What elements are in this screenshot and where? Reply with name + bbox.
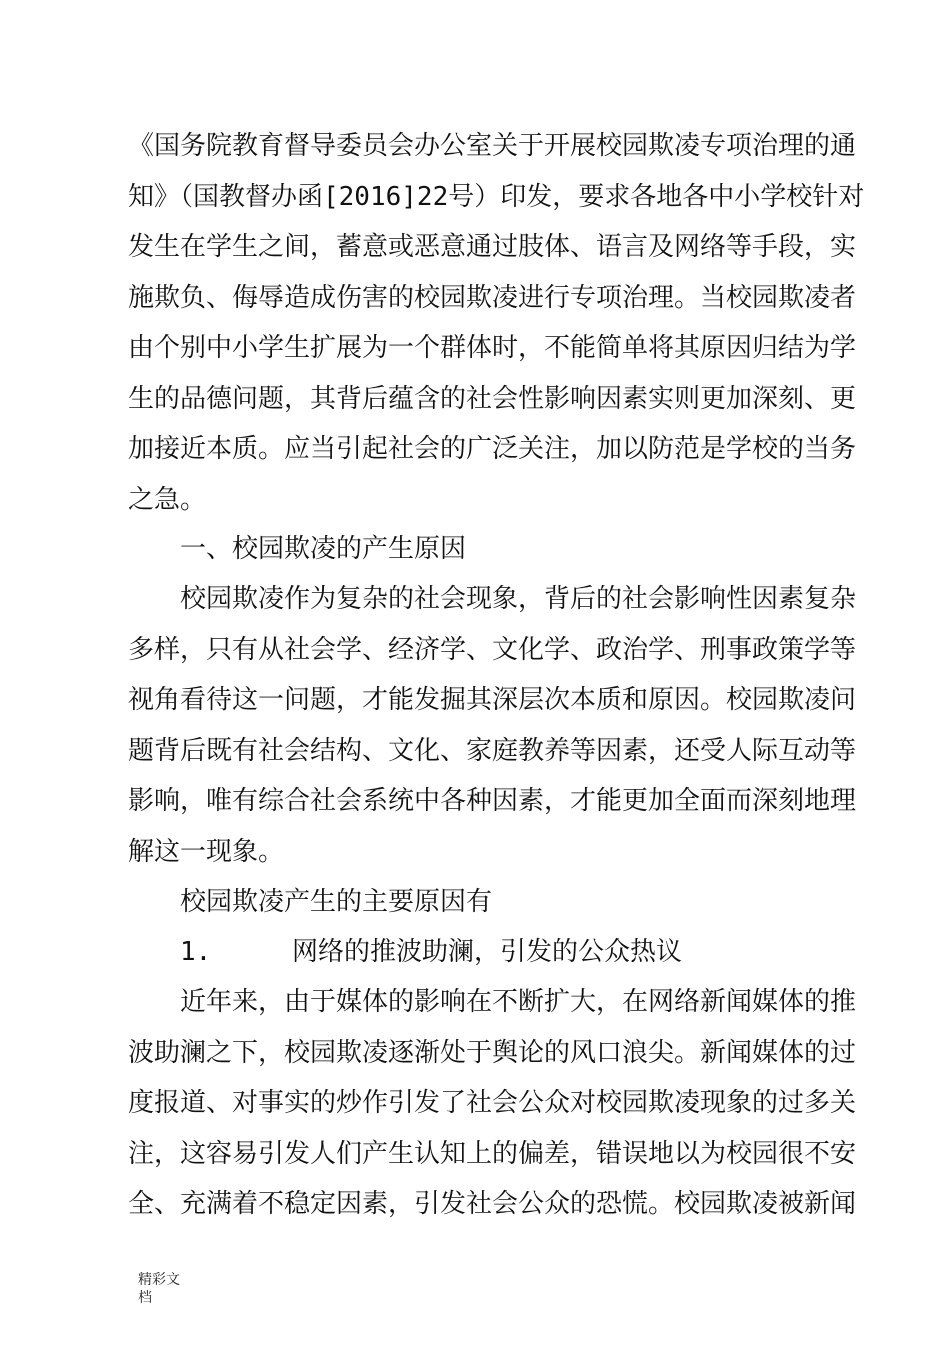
- text-line: 校园欺凌作为复杂的社会现象，背后的社会影响性因素复杂: [180, 584, 857, 614]
- footer-line: 档: [138, 1290, 152, 1306]
- text-line: 生的品德问题，其背后蕴含的社会性影响因素实则更加深刻、更: [128, 383, 857, 414]
- text-line: 加接近本质。应当引起社会的广泛关注，加以防范是学校的当务: [128, 434, 857, 464]
- footer-watermark: [138, 1271, 198, 1307]
- list-number: 1.: [180, 937, 212, 967]
- text-line: 《国务院教育督导委员会办公室关于开展校园欺凌专项治理的通: [128, 131, 857, 161]
- section2-paragraph: [128, 977, 873, 1230]
- text-line: 由个别中小学生扩展为一个群体时，不能简单将其原因归结为学: [128, 333, 857, 363]
- text-line: 视角看待这一问题，才能发掘其深层次本质和原因。校园欺凌问: [128, 685, 857, 715]
- text-line: 全、充满着不稳定因素，引发社会公众的恐慌。校园欺凌被新闻: [128, 1189, 857, 1219]
- text-line: 之急。: [128, 484, 207, 515]
- text-line: 解这一现象。: [128, 836, 285, 867]
- section1-paragraph: [128, 574, 873, 877]
- footer-line: 精彩文: [138, 1272, 180, 1288]
- intro-paragraph: [128, 121, 873, 525]
- subheading-line: [128, 927, 873, 978]
- subheading-text: 网络的推波助澜，引发的公众热议: [292, 937, 683, 967]
- text-line: 近年来，由于媒体的影响在不断扩大，在网络新闻媒体的推: [180, 987, 857, 1017]
- causes-intro: [128, 877, 873, 928]
- text-line: 影响，唯有综合社会系统中各种因素，才能更加全面而深刻地理: [128, 786, 857, 816]
- text-line: 施欺负、侮辱造成伤害的校园欺凌进行专项治理。当校园欺凌者: [128, 282, 857, 313]
- section-heading: [128, 524, 873, 575]
- heading-text: 一、校园欺凌的产生原因: [180, 534, 467, 564]
- text-line: 度报道、对事实的炒作引发了社会公众对校园欺凌现象的过多关: [128, 1088, 857, 1118]
- subheading: [128, 927, 873, 978]
- text-line: 发生在学生之间，蓄意或恶意通过肢体、语言及网络等手段，实: [128, 232, 857, 262]
- text-line: 多样，只有从社会学、经济学、文化学、政治学、刑事政策学等: [128, 634, 857, 665]
- text-line: 校园欺凌产生的主要原因有: [180, 887, 493, 917]
- text-line: 波助澜之下，校园欺凌逐渐处于舆论的风口浪尖。新闻媒体的过: [128, 1037, 857, 1068]
- text-line: 题背后既有社会结构、文化、家庭教养等因素，还受人际互动等: [128, 735, 857, 766]
- text-line: 注，这容易引发人们产生认知上的偏差，错误地以为校园很不安: [128, 1138, 857, 1169]
- text-line: 知》（国教督办函[2016]22号）印发，要求各地各中小学校针对: [128, 181, 865, 212]
